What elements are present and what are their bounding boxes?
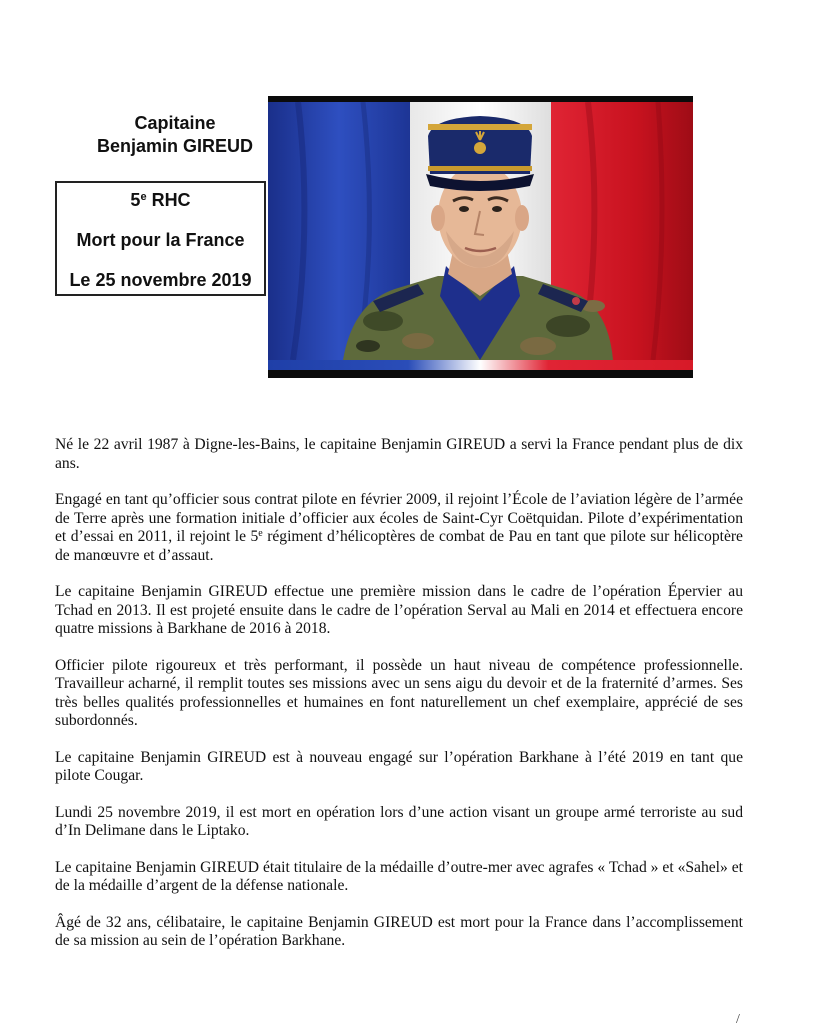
paragraph-missions: Le capitaine Benjamin GIREUD effectue une première mission dans le cadre de l’opération Épervier au Tchad en 2013. Il est projeté ensuite dans le cadre de l’opération Serval au Mali en 2014 et effectuera encore quatre missions à Barkhane de 2016 à 2018.	[55, 583, 743, 637]
unit-number: 5	[130, 190, 141, 210]
paragraph-career	[55, 491, 743, 565]
officer-rank: Capitaine	[134, 113, 216, 133]
career-text-part2: régiment d’hélicoptères de combat de Pau en tant que pilote sur hélicoptère de manœuvre et d’assaut.	[55, 528, 743, 564]
officer-name: Benjamin GIREUD	[96, 136, 254, 156]
paragraph-medals: Le capitaine Benjamin GIREUD était titulaire de la médaille d’outre-mer avec agrafes « Tchad » et «Sahel» et de la médaille d’argent de la défense nationale.	[55, 858, 743, 894]
date-of-death-line: Le 25 novembre 2019	[69, 270, 252, 290]
paragraph-barkhane: Le capitaine Benjamin GIREUD est à nouveau engagé sur l’opération Barkhane à l’été 2019 en tant que pilote Cougar.	[55, 748, 743, 784]
unit-superscript: e	[140, 191, 147, 203]
paragraph-qualities: Officier pilote rigoureux et très performant, il possède un haut niveau de compétence professionnelle. Travailleur acharné, il remplit toutes ses missions avec un sens aigu du devoir et de la fraternité d’armes. Ses très belles qualités professionnelles et humaines en font naturellement un chef exemplaire, apprécié de ses subordonnés.	[55, 656, 743, 729]
ordinal-superscript: e	[258, 528, 263, 539]
career-text-part1: Engagé en tant qu’officier sous contrat pilote en février 2009, il rejoint l’École de l’aviation légère de l’armée de Terre après une formation initiale d’officier aux écoles de Saint-Cyr Coëtquidan. Pilote d’expérimentation et d’essai en 2011, il rejoint le 5	[55, 491, 743, 545]
paragraph-closing: Âgé de 32 ans, célibataire, le capitaine Benjamin GIREUD est mort pour la France dans l’accomplissement de sa mission au sein de l’opération Barkhane.	[55, 913, 743, 949]
biography	[55, 436, 743, 969]
soldier-portrait-icon	[268, 96, 693, 378]
unit-name: RHC	[146, 190, 191, 210]
officer-name-heading	[85, 112, 265, 158]
died-for-france-line: Mort pour la France	[76, 230, 245, 250]
info-box	[55, 181, 266, 296]
paragraph-birth: Né le 22 avril 1987 à Digne-les-Bains, le capitaine Benjamin GIREUD a servi la France pendant plus de dix ans.	[55, 436, 743, 472]
paragraph-death: Lundi 25 novembre 2019, il est mort en opération lors d’une action visant un groupe armé terroriste au sud d’In Delimane dans le Liptako.	[55, 803, 743, 839]
unit-line	[57, 189, 264, 211]
portrait-photo	[268, 96, 693, 378]
tricolour-bar	[268, 360, 693, 370]
corner-mark: /	[736, 1012, 740, 1027]
